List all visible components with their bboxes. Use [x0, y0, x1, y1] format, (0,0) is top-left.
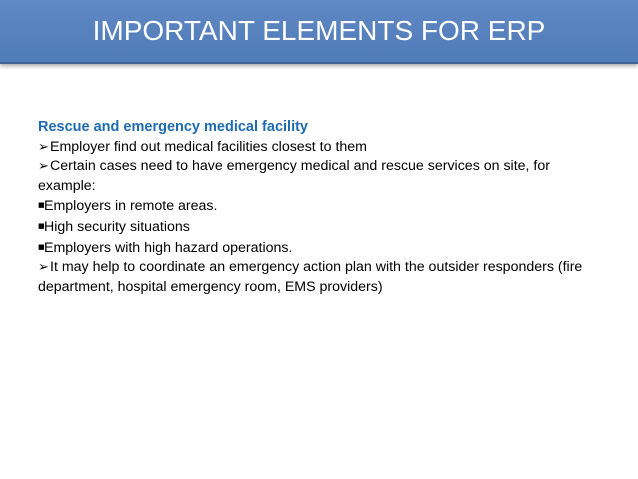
list-item — [38, 157, 598, 196]
slide-title: IMPORTANT ELEMENTS FOR ERP — [92, 15, 546, 46]
square-bullet-icon: ■ — [38, 242, 45, 251]
arrow-bullet-icon: ➢ — [38, 139, 49, 155]
list-item-text: Certain cases need to have emergency medical and rescue services on site, for example: — [38, 158, 550, 194]
arrow-bullet-icon: ➢ — [38, 159, 49, 175]
list-item — [38, 217, 598, 238]
section-heading: Rescue and emergency medical facility — [38, 119, 308, 135]
list-item — [38, 196, 598, 217]
list-item-text: It may help to coordinate an emergency action plan with the outsider responders (fire department, hospital emergency room, EMS providers) — [38, 259, 583, 295]
arrow-bullet-icon: ➢ — [38, 260, 49, 276]
square-bullet-icon: ■ — [38, 201, 45, 210]
slide-content — [38, 118, 598, 297]
square-bullet-icon: ■ — [38, 221, 45, 230]
list-item — [38, 238, 598, 259]
list-item — [38, 258, 598, 297]
list-item-text: Employers in remote areas. — [44, 198, 218, 215]
list-item — [38, 138, 598, 158]
list-item-text: Employers with high hazard operations. — [44, 239, 293, 256]
list-item-text: High security situations — [44, 218, 190, 235]
list-item-text: Employer find out medical facilities closest to them — [50, 138, 367, 155]
slide-title-bar — [0, 0, 638, 64]
